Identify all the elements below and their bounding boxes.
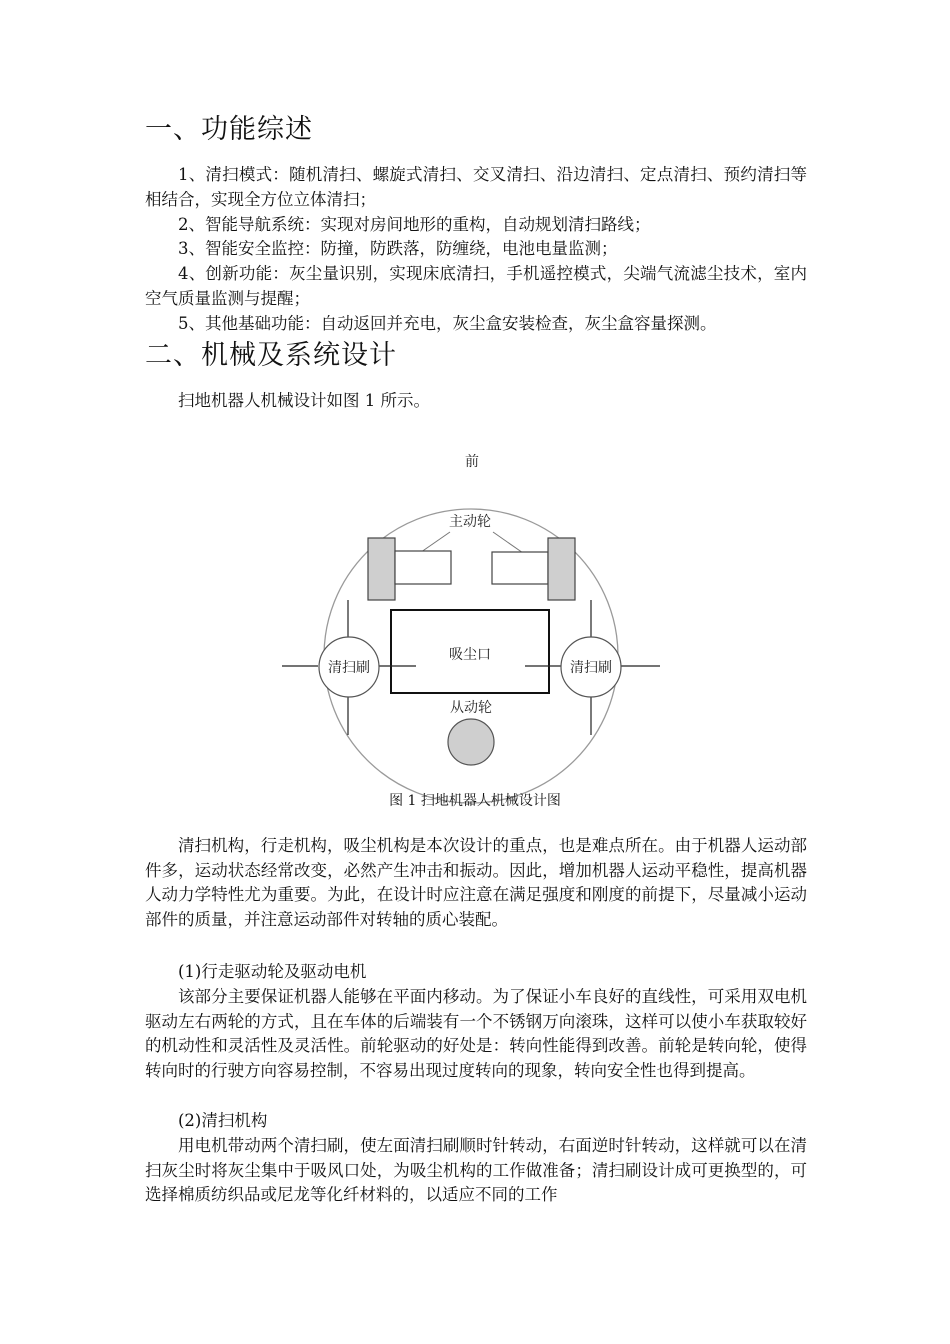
design-paragraph: 清扫机构，行走机构，吸尘机构是本次设计的重点，也是难点所在。由于机器人运动部件多，运动状态经常改变，必然产生冲击和振动。因此，增加机器人运动平稳性，提高机器人动力学特性尤为重要。为此，在设计时应注意在满足强度和刚度的前提下，尽量减小运动部件的质量，并注意运动部件对转轴的质心装配。 [145,836,807,929]
feature-item-3: 3、智能安全监控：防撞，防跌落，防缠绕，电池电量监测； [178,239,618,258]
left-drive-motor [395,551,451,584]
figure-caption: 图 1 扫地机器人机械设计图 [389,793,561,809]
suction-port-label: 吸尘口 [449,647,491,663]
figure-intro-text: 扫地机器人机械设计如图 1 所示。 [178,391,430,410]
driven-wheel-label: 从动轮 [450,700,492,716]
left-drive-wheel [368,538,395,600]
right-brush-label: 清扫刷 [570,660,612,676]
robot-mechanical-diagram [270,440,680,820]
feature-item-1: 1、清扫模式：随机清扫、螺旋式清扫、交叉清扫、沿边清扫、定点清扫、预约清扫等相结合，实现全方位立体清扫； [145,165,807,209]
drive-wheel-label: 主动轮 [449,514,491,530]
driven-wheel [448,719,494,765]
right-drive-wheel [548,538,575,600]
feature-item-5: 5、其他基础功能：自动返回并充电，灰尘盒安装检查，灰尘盒容量探测。 [178,314,717,333]
section-heading-overview: 一、功能综述 [145,114,313,145]
feature-item-2: 2、智能导航系统：实现对房间地形的重构，自动规划清扫路线； [178,215,651,234]
feature-item-4: 4、创新功能：灰尘量识别，实现床底清扫，手机遥控模式，尖端气流滤尘技术，室内空气质量监测与提醒； [145,264,807,308]
left-brush-label: 清扫刷 [328,660,370,676]
subsection-text-cleaning: 用电机带动两个清扫刷，使左面清扫刷顺时针转动，右面逆时针转动，这样就可以在清扫灰尘时将灰尘集中于吸风口处，为吸尘机构的工作做准备；清扫刷设计成可更换型的，可选择棉质纺织品或尼龙等化纤材料的，以适应不同的工作 [145,1136,807,1204]
subsection-title-drive: (1)行走驱动轮及驱动电机 [178,962,367,981]
right-drive-motor [492,552,548,584]
front-label: 前 [465,454,479,470]
section-heading-mechanical-design: 二、机械及系统设计 [145,340,397,371]
subsection-text-drive: 该部分主要保证机器人能够在平面内移动。为了保证小车良好的直线性，可采用双电机驱动左右两轮的方式，且在车体的后端装有一个不锈钢万向滚珠，这样可以使小车获取较好的机动性和灵活性及灵活性。前轮驱动的好处是：转向性能得到改善。前轮是转向轮，使得转向时的行驶方向容易控制，不容易出现过度转向的现象，转向安全性也得到提高。 [145,987,807,1080]
subsection-title-cleaning: (2)清扫机构 [178,1111,268,1130]
